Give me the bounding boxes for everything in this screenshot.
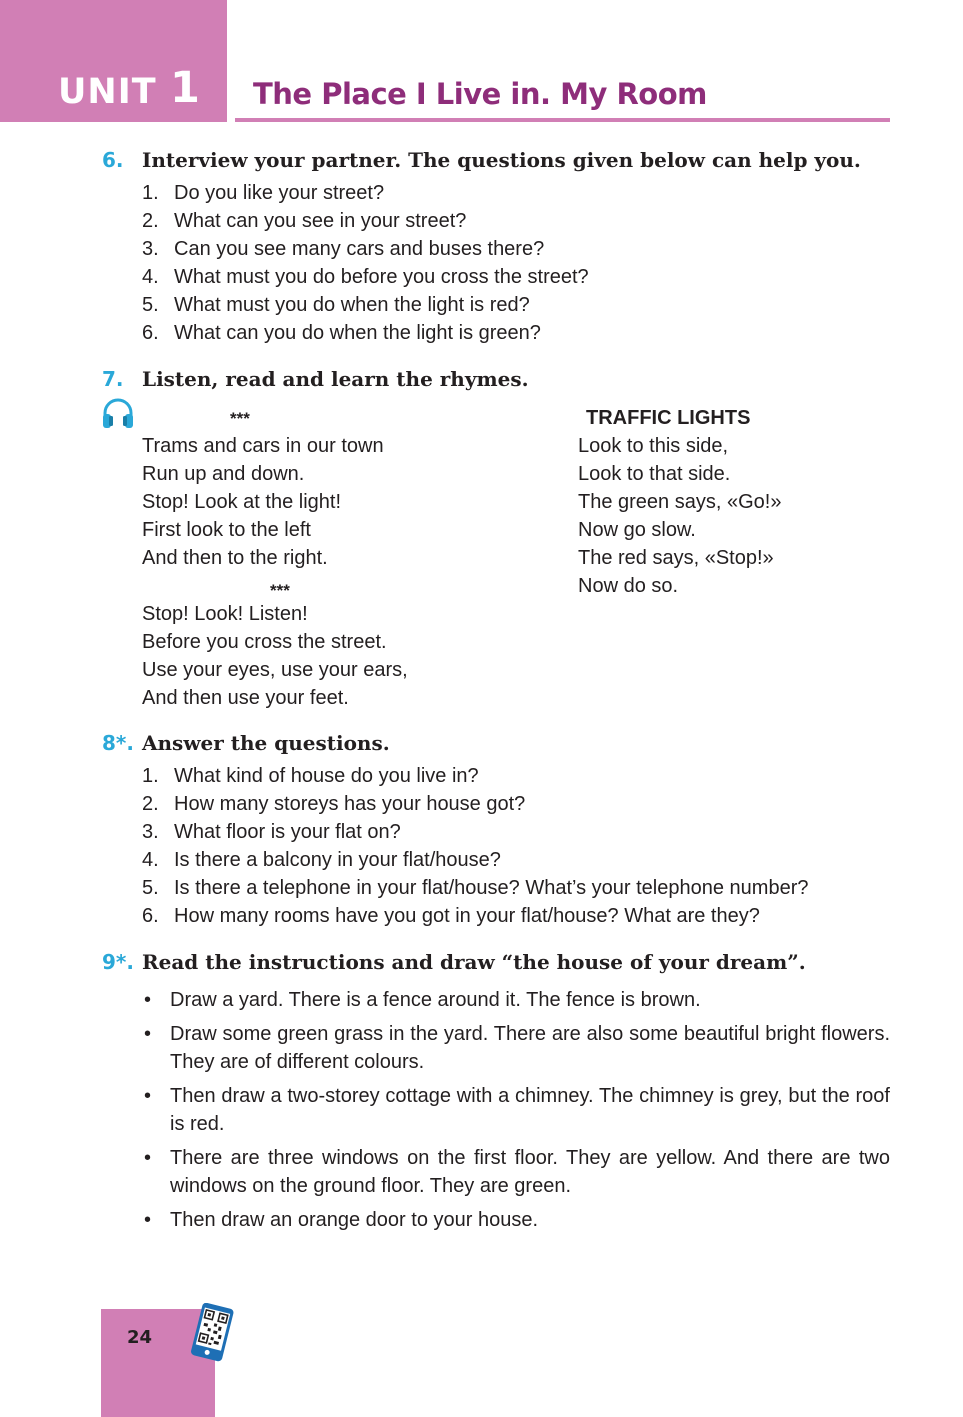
rhyme-line: First look to the left: [142, 519, 311, 541]
list-item: 3. What floor is your flat on?: [142, 821, 401, 843]
rhyme-line: Stop! Look! Listen!: [142, 603, 308, 625]
list-item: 4. What must you do before you cross the street?: [142, 266, 589, 288]
headphones-icon: [101, 397, 135, 431]
exercise-9-heading: Read the instructions and draw “the house of your dream”.: [142, 950, 806, 974]
exercise-8-question-list: [142, 762, 808, 930]
list-item: 2. How many storeys has your house got?: [142, 793, 526, 815]
list-item: • Then draw a two-storey cottage with a chimney. The chimney is grey, but the roof is red.: [144, 1085, 890, 1135]
qr-code-phone-icon: [188, 1303, 236, 1363]
rhyme-1-mark: ***: [230, 409, 250, 428]
list-item: 6. What can you do when the light is green?: [142, 322, 541, 344]
list-item: 1. Do you like your street?: [142, 182, 385, 204]
rhyme-line: The red says, «Stop!»: [578, 547, 774, 569]
rhyme-3-title: TRAFFIC LIGHTS: [586, 407, 751, 429]
rhyme-line: Stop! Look at the light!: [142, 491, 342, 513]
exercise-9-instruction-list: [142, 986, 890, 1240]
list-item: 1. What kind of house do you live in?: [142, 765, 479, 787]
exercise-6-question-list: [142, 179, 589, 347]
exercise-8-heading: Answer the questions.: [142, 731, 390, 755]
rhyme-line: Run up and down.: [142, 463, 305, 485]
list-item: 5. What must you do when the light is red?: [142, 294, 530, 316]
rhyme-line: Before you cross the street.: [142, 631, 387, 653]
list-item: 2. What can you see in your street?: [142, 210, 467, 232]
exercise-6-number: 6.: [102, 148, 124, 172]
page-number: 24: [127, 1327, 153, 1348]
list-item: • Then draw an orange door to your house.: [144, 1209, 539, 1231]
rhyme-line: Now go slow.: [578, 519, 696, 541]
exercise-7-number: 7.: [102, 367, 124, 391]
list-item: 5. Is there a telephone in your flat/house? What’s your telephone number?: [142, 877, 809, 899]
exercise-6-heading: Interview your partner. The questions given below can help you.: [142, 148, 861, 172]
list-item: 6. How many rooms have you got in your flat/house? What are they?: [142, 905, 760, 927]
exercise-9-number: 9*.: [102, 950, 134, 974]
rhyme-line: Trams and cars in our town: [142, 435, 384, 457]
list-item: • There are three windows on the first floor. They are yellow. And there are two windows on the ground floor. They are green.: [144, 1147, 890, 1197]
unit-label: UNIT: [58, 72, 157, 112]
list-item: • Draw some green grass in the yard. There are also some beautiful bright flowers. They are of different colours.: [144, 1023, 890, 1073]
rhyme-line: The green says, «Go!»: [578, 491, 782, 513]
list-item: • Draw a yard. There is a fence around it. The fence is brown.: [144, 989, 701, 1011]
rhyme-line: Look to that side.: [578, 463, 731, 485]
list-item: 3. Can you see many cars and buses there?: [142, 238, 545, 260]
exercise-7-heading: Listen, read and learn the rhymes.: [142, 367, 529, 391]
exercise-8-number: 8*.: [102, 731, 134, 755]
title-underline: [235, 118, 890, 122]
rhyme-line: Use your eyes, use your ears,: [142, 659, 408, 681]
rhyme-line: And then to the right.: [142, 547, 328, 569]
rhyme-line: Look to this side,: [578, 435, 729, 457]
unit-number: 1: [170, 63, 200, 113]
rhyme-2-mark: ***: [270, 581, 290, 600]
list-item: 4. Is there a balcony in your flat/house?: [142, 849, 501, 871]
rhyme-line: And then use your feet.: [142, 687, 349, 709]
rhyme-line: Now do so.: [578, 575, 679, 597]
page-title: The Place I Live in. My Room: [253, 77, 707, 111]
